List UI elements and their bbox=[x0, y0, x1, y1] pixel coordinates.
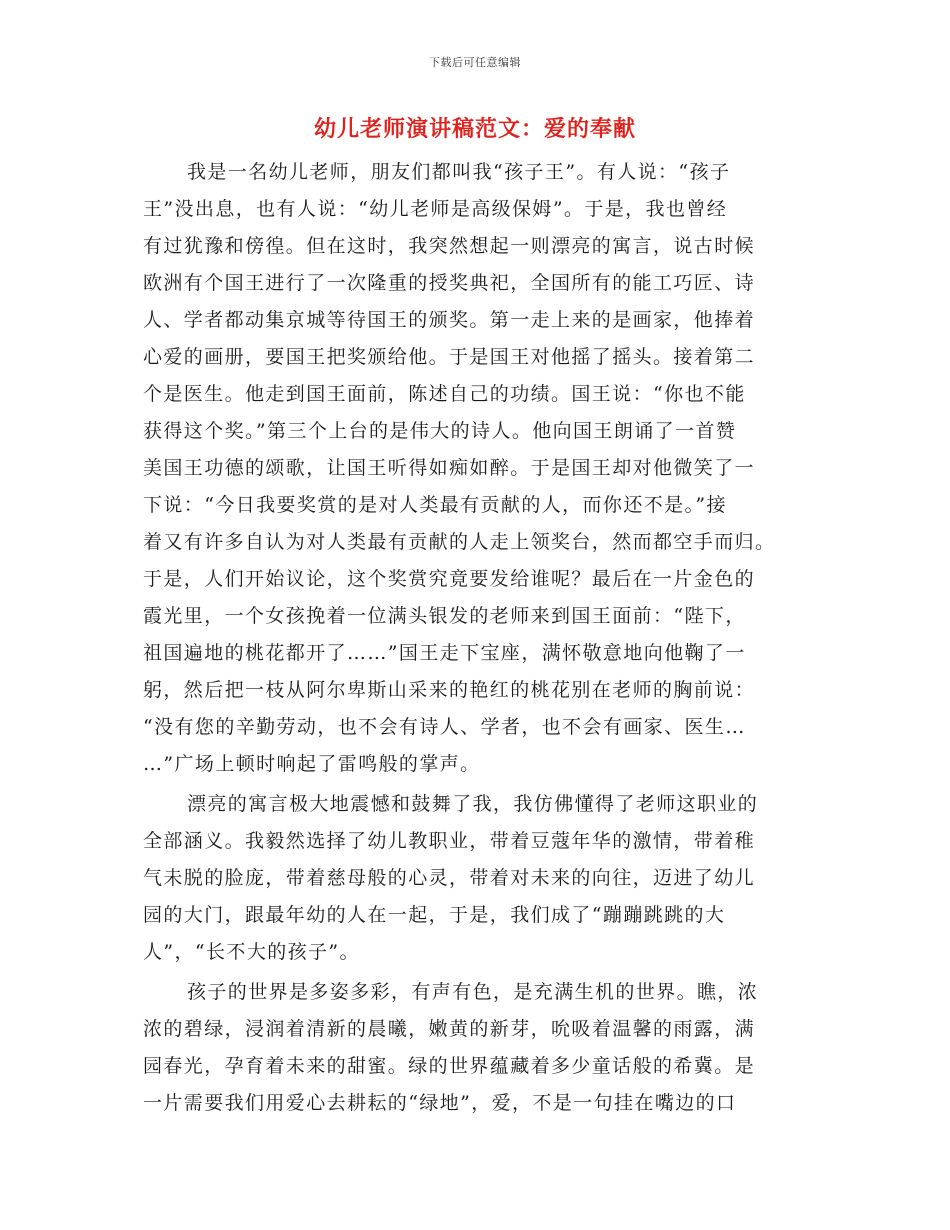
paragraph-line: 漂亮的寓言极大地震憾和鼓舞了我，我仿佛懂得了老师这职业的 bbox=[187, 793, 759, 815]
paragraph-line: 祖国遍地的桃花都开了……”国王走下宝座，满怀敬意地向他鞠了一 bbox=[143, 642, 746, 664]
paragraph-line: 下说：“今日我要奖赏的是对人类最有贡献的人，而你还不是。”接 bbox=[143, 494, 727, 516]
paragraph-line: 获得这个奖。”第三个上台的是伟大的诗人。他向国王朗诵了一首赞 bbox=[143, 420, 737, 442]
paragraph-line: 我是一名幼儿老师，朋友们都叫我“孩子王”。有人说：“孩子 bbox=[187, 161, 731, 183]
paragraph-line: 全部涵义。我毅然选择了幼儿教职业，带着豆蔻年华的激情，带着稚 bbox=[143, 830, 756, 852]
paragraph-line: 园春光，孕育着未来的甜蜜。绿的世界蕴藏着多少童话般的希冀。是 bbox=[143, 1055, 756, 1077]
paragraph-line: 人”，“长不大的孩子”。 bbox=[143, 941, 360, 963]
paragraph-line: 美国王功德的颂歌，让国王听得如痴如醉。于是国王却对他微笑了一 bbox=[143, 457, 756, 479]
paragraph-line: 霞光里，一个女孩挽着一位满头银发的老师来到国王面前：“陛下， bbox=[143, 605, 746, 627]
paragraph-line: 着又有许多自认为对人类最有贡献的人走上领奖台，然而都空手而归。 bbox=[143, 531, 776, 553]
paragraph-line: 个是医生。他走到国王面前，陈述自己的功绩。国王说：“你也不能 bbox=[143, 383, 746, 405]
header-note: 下载后可任意编辑 bbox=[429, 56, 521, 69]
paragraph-line: 欧洲有个国王进行了一次隆重的授奖典祀，全国所有的能工巧匠、诗 bbox=[143, 272, 756, 294]
paragraph-line: 人、学者都动集京城等待国王的颁奖。第一走上来的是画家，他捧着 bbox=[143, 309, 756, 331]
paragraph-line: 气未脱的脸庞，带着慈母般的心灵，带着对未来的向往，迈进了幼儿 bbox=[143, 867, 756, 889]
document-title: 幼儿老师演讲稿范文：爱的奉献 bbox=[313, 116, 636, 142]
paragraph-line: 孩子的世界是多姿多彩，有声有色，是充满生机的世界。瞧，浓 bbox=[187, 981, 759, 1003]
paragraph-line: 躬，然后把一枝从阿尔卑斯山采来的艳红的桃花别在老师的胸前说： bbox=[143, 679, 756, 701]
paragraph-line: 王”没出息，也有人说：“幼儿老师是高级保姆”。于是，我也曾经 bbox=[143, 198, 728, 220]
paragraph-line: “没有您的辛勤劳动，也不会有诗人、学者，也不会有画家、医生… bbox=[143, 716, 746, 738]
paragraph-line: 浓的碧绿，浸润着清新的晨曦，嫩黄的新芽，吮吸着温馨的雨露，满 bbox=[143, 1018, 756, 1040]
paragraph-line: 园的大门，跟最年幼的人在一起，于是，我们成了“蹦蹦跳跳的大 bbox=[143, 904, 726, 926]
paragraph-line: 有过犹豫和傍徨。但在这时，我突然想起一则漂亮的寓言，说古时候 bbox=[143, 235, 756, 257]
paragraph-line: …”广场上顿时响起了雷鸣般的掌声。 bbox=[143, 753, 481, 775]
paragraph-line: 于是，人们开始议论，这个奖赏究竟要发给谁呢？最后在一片金色的 bbox=[143, 568, 756, 590]
paragraph-line: 心爱的画册，要国王把奖颁给他。于是国王对他摇了摇头。接着第二 bbox=[143, 346, 756, 368]
paragraph-line: 一片需要我们用爱心去耕耘的“绿地”，爱，不是一句挂在嘴边的口 bbox=[143, 1092, 737, 1114]
